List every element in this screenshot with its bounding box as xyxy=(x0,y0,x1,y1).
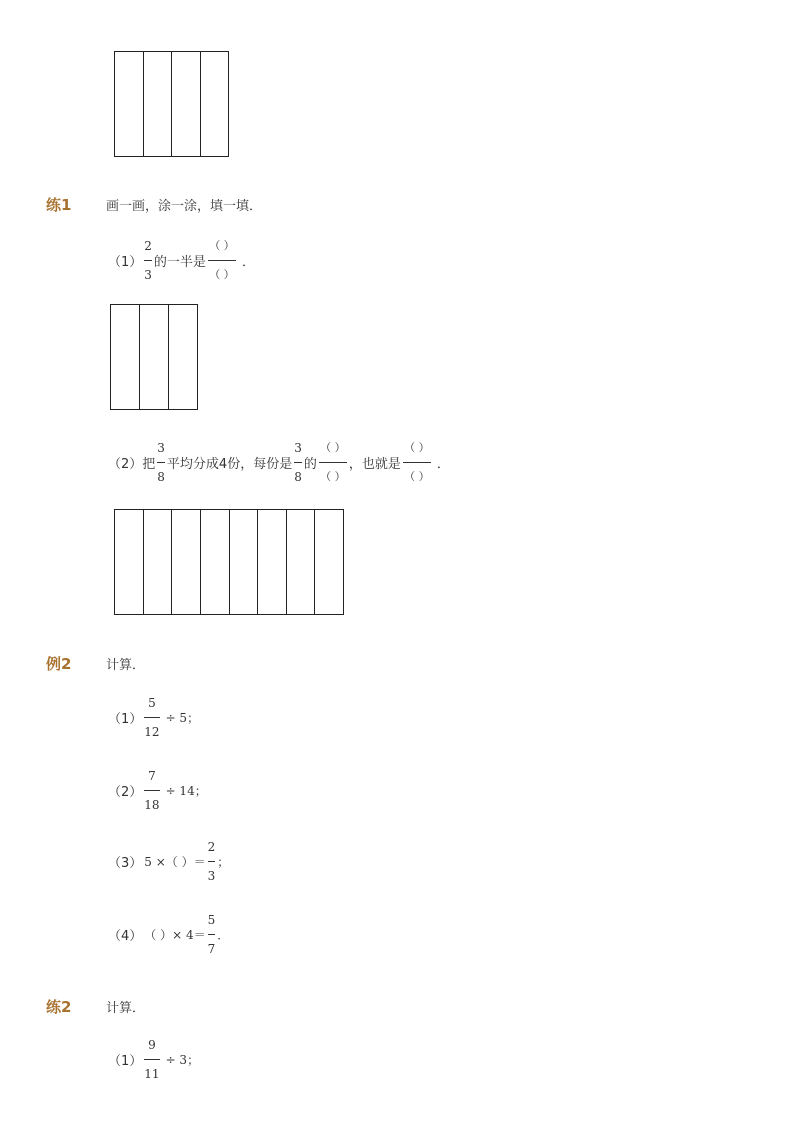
practice-1-label: 练1 xyxy=(46,196,72,214)
fraction-numerator: 2 xyxy=(207,839,216,854)
fraction-denominator: 18 xyxy=(144,797,160,812)
rectangle-part xyxy=(115,510,144,614)
example-2-label: 例2 xyxy=(46,655,72,673)
fraction-bar xyxy=(144,717,159,718)
fraction-numerator: 7 xyxy=(148,768,156,783)
practice-1-question-1 xyxy=(108,229,255,291)
rectangle-part xyxy=(115,52,144,156)
fraction xyxy=(144,696,159,739)
practice-2-label: 练2 xyxy=(46,998,72,1016)
rectangle-8-parts xyxy=(114,509,344,615)
answer-blank-fraction[interactable] xyxy=(403,441,431,484)
rectangle-part xyxy=(201,510,230,614)
question-text: 的 xyxy=(303,456,317,472)
rectangle-3-parts xyxy=(110,304,198,410)
operation-text: ÷ 3； xyxy=(165,1052,200,1067)
blank-denominator[interactable]: （ ） xyxy=(209,267,235,281)
question-number: （1） xyxy=(108,711,143,727)
practice-2-item-1 xyxy=(108,1028,199,1090)
fraction-3-8 xyxy=(294,441,302,484)
fraction-bar xyxy=(294,462,302,463)
fraction-bar xyxy=(403,462,431,463)
rectangle-part xyxy=(230,510,259,614)
example-2-item-3 xyxy=(108,830,229,892)
example-2-item-1 xyxy=(108,686,199,748)
question-number: （3） xyxy=(108,855,143,871)
blank-numerator[interactable]: （ ） xyxy=(209,238,235,252)
example-2-item-2 xyxy=(108,759,207,821)
question-number: （1） xyxy=(108,1053,143,1069)
fraction-denominator: 11 xyxy=(144,1066,160,1081)
fraction-bar xyxy=(144,790,159,791)
rectangle-part xyxy=(201,52,229,156)
fraction-denominator: 3 xyxy=(207,868,216,883)
fraction-bar xyxy=(208,934,216,935)
rectangle-part xyxy=(172,52,201,156)
operation-text: ÷ 5； xyxy=(165,710,200,725)
fraction-numerator: 9 xyxy=(148,1037,156,1052)
question-text: 平均分成4份，每份是 xyxy=(166,456,293,472)
rectangle-part xyxy=(172,510,201,614)
equation-tail: ； xyxy=(217,854,230,869)
fraction-numerator: 3 xyxy=(157,440,165,455)
example-2-instruction: 计算． xyxy=(106,658,146,673)
fraction-bar xyxy=(157,462,165,463)
fraction-numerator: 2 xyxy=(144,238,152,253)
rectangle-4-parts xyxy=(114,51,229,157)
blank-denominator[interactable]: （ ） xyxy=(320,469,346,483)
rectangle-part xyxy=(169,305,197,409)
fraction-numerator: 3 xyxy=(294,440,302,455)
fraction-bar xyxy=(144,260,152,261)
fraction-3-8 xyxy=(157,441,165,484)
fraction-bar xyxy=(319,462,347,463)
question-text: ，也就是 xyxy=(348,456,401,472)
fraction-denominator: 8 xyxy=(157,469,165,484)
equation-lead[interactable]: （ ）× 4＝ xyxy=(144,927,206,942)
fraction-denominator: 7 xyxy=(207,941,216,956)
question-text: 的一半是 xyxy=(153,254,206,270)
answer-blank-fraction[interactable] xyxy=(319,441,347,484)
fraction xyxy=(144,1038,159,1081)
question-number: （2） xyxy=(108,784,143,800)
answer-blank-fraction[interactable] xyxy=(208,239,236,282)
blank-numerator[interactable]: （ ） xyxy=(320,440,346,454)
rectangle-part xyxy=(315,510,343,614)
fraction xyxy=(208,840,216,883)
practice-2-instruction: 计算． xyxy=(106,1001,146,1016)
fraction-numerator: 5 xyxy=(207,912,216,927)
fraction xyxy=(144,769,159,812)
fraction xyxy=(208,913,216,956)
rectangle-part xyxy=(258,510,287,614)
fraction-denominator: 3 xyxy=(144,267,152,282)
rectangle-part xyxy=(140,305,169,409)
practice-1-question-2 xyxy=(108,431,450,493)
fraction-bar xyxy=(208,260,236,261)
question-number: （2）把 xyxy=(108,456,156,472)
operation-text: ÷ 14； xyxy=(165,783,207,798)
rectangle-part xyxy=(144,52,173,156)
fraction-2-3 xyxy=(144,239,152,282)
example-2-item-4 xyxy=(108,903,229,965)
rectangle-part xyxy=(111,305,140,409)
fraction-numerator: 5 xyxy=(148,695,156,710)
question-number: （1） xyxy=(108,254,143,270)
rectangle-part xyxy=(144,510,173,614)
question-suffix: ． xyxy=(436,456,450,472)
blank-numerator[interactable]: （ ） xyxy=(404,440,430,454)
question-number: （4） xyxy=(108,928,143,944)
fraction-bar xyxy=(144,1059,159,1060)
fraction-denominator: 8 xyxy=(294,469,302,484)
question-suffix: ． xyxy=(241,254,255,270)
practice-1-instruction: 画一画，涂一涂，填一填． xyxy=(106,199,263,214)
fraction-bar xyxy=(208,861,216,862)
rectangle-part xyxy=(287,510,316,614)
equation-lead[interactable]: 5 ×（ ）＝ xyxy=(144,854,206,869)
equation-tail: ． xyxy=(217,927,230,942)
fraction-denominator: 12 xyxy=(144,724,160,739)
blank-denominator[interactable]: （ ） xyxy=(404,469,430,483)
